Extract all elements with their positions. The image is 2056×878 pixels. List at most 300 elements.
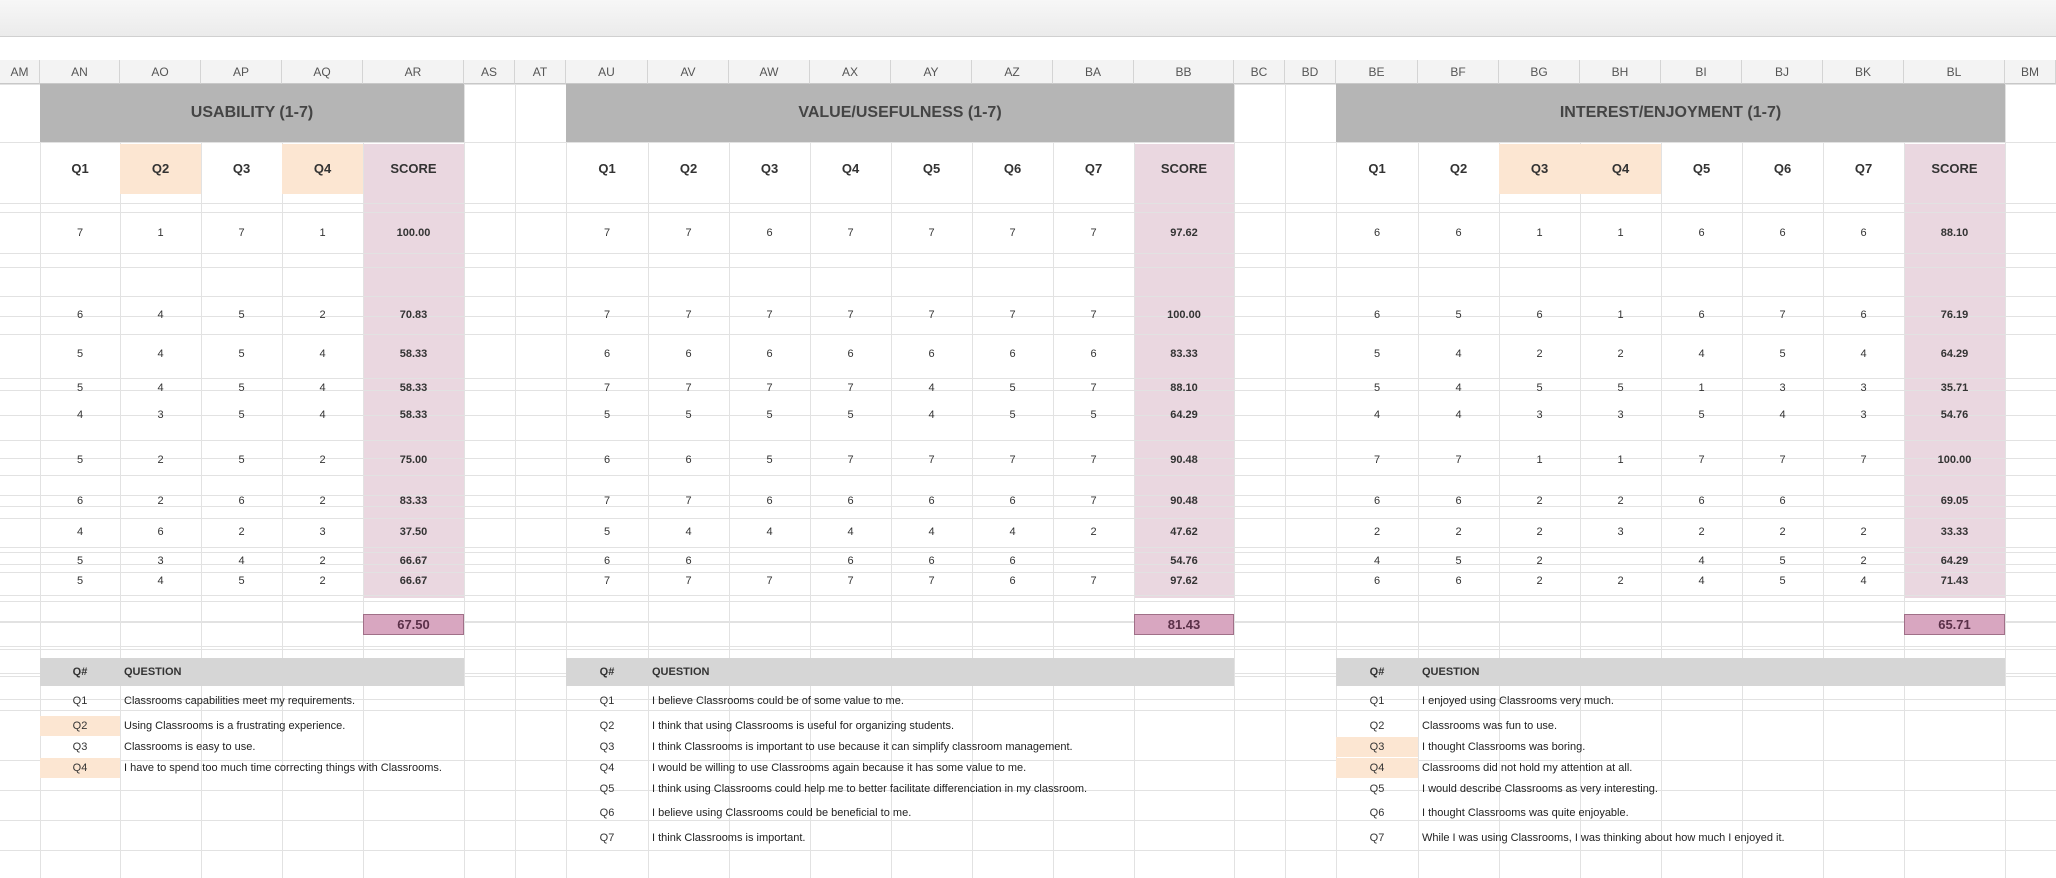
legend-qnum: Q4: [40, 758, 120, 778]
answer-cell[interactable]: 2: [1698, 526, 1705, 538]
grid-hline: [0, 595, 2056, 596]
answer-cell[interactable]: 6: [1698, 227, 1705, 239]
answer-cell[interactable]: 2: [1090, 526, 1097, 538]
section-title-value: VALUE/USEFULNESS (1-7): [566, 84, 1234, 142]
answer-cell[interactable]: 6: [603, 454, 611, 466]
column-header-ay[interactable]: AY: [891, 60, 972, 84]
answer-cell[interactable]: 6: [76, 309, 84, 321]
legend-qnum: Q3: [72, 741, 88, 753]
column-header-ba[interactable]: BA: [1053, 60, 1134, 84]
answer-cell[interactable]: 3: [1617, 409, 1624, 421]
answer-cell[interactable]: 1: [1617, 227, 1624, 239]
answer-cell[interactable]: 7: [685, 309, 692, 321]
answer-cell[interactable]: 6: [847, 555, 854, 567]
score-cell[interactable]: 83.33: [1170, 348, 1198, 360]
answer-cell[interactable]: 6: [928, 555, 935, 567]
answer-cell[interactable]: 4: [847, 526, 854, 538]
score-header-interest: SCORE: [1931, 161, 1978, 176]
answer-cell[interactable]: 5: [1455, 555, 1462, 567]
answer-cell[interactable]: 4: [157, 348, 164, 360]
answer-cell[interactable]: 7: [1455, 454, 1462, 466]
question-header-usability-q3: Q3: [232, 161, 251, 176]
grid-hline: [0, 552, 2056, 553]
answer-cell[interactable]: 7: [1009, 227, 1016, 239]
answer-cell[interactable]: 2: [1617, 495, 1624, 507]
average-score-value[interactable]: 81.43: [1134, 614, 1234, 635]
answer-cell[interactable]: 3: [157, 409, 164, 421]
answer-cell[interactable]: [1823, 494, 1904, 508]
answer-cell[interactable]: 5: [1536, 382, 1543, 394]
answer-cell[interactable]: 4: [1009, 526, 1016, 538]
answer-cell[interactable]: 7: [603, 575, 611, 587]
legend-qnum: Q3: [1336, 737, 1418, 757]
legend-question-text: I believe using Classrooms could be beneficial to me.: [652, 807, 912, 819]
answer-cell[interactable]: 6: [1373, 495, 1381, 507]
answer-cell[interactable]: 5: [1009, 382, 1016, 394]
answer-cell[interactable]: [1053, 554, 1134, 568]
answer-cell[interactable]: 7: [1860, 454, 1867, 466]
answer-cell[interactable]: 7: [1090, 495, 1097, 507]
answer-cell[interactable]: 7: [847, 575, 854, 587]
answer-cell[interactable]: 2: [238, 526, 245, 538]
answer-cell[interactable]: 4: [1698, 575, 1705, 587]
score-cell[interactable]: 64.29: [1170, 409, 1198, 421]
legend-qnum: Q6: [1369, 807, 1385, 819]
answer-cell[interactable]: 7: [603, 495, 611, 507]
answer-cell[interactable]: 4: [76, 526, 84, 538]
score-cell[interactable]: 69.05: [1940, 495, 1969, 507]
column-header-ao[interactable]: AO: [120, 60, 201, 84]
column-header-bb[interactable]: BB: [1134, 60, 1234, 84]
answer-cell[interactable]: 6: [76, 495, 84, 507]
answer-cell[interactable]: 5: [1779, 555, 1786, 567]
answer-cell[interactable]: 5: [238, 454, 245, 466]
answer-cell[interactable]: 7: [766, 575, 773, 587]
answer-cell[interactable]: 5: [238, 409, 245, 421]
score-cell[interactable]: 37.50: [399, 526, 428, 538]
answer-cell[interactable]: 6: [603, 555, 611, 567]
grid-hline: [0, 646, 2056, 647]
grid-hline: [0, 518, 2056, 519]
answer-cell[interactable]: 2: [1455, 526, 1462, 538]
answer-cell[interactable]: 2: [1860, 555, 1867, 567]
answer-cell[interactable]: 4: [1698, 348, 1705, 360]
answer-cell[interactable]: [729, 554, 810, 568]
score-cell[interactable]: 54.76: [1170, 555, 1198, 567]
legend-qnum: Q3: [599, 741, 615, 753]
answer-cell[interactable]: 6: [157, 526, 164, 538]
legend-header-question: QUESTION: [120, 658, 464, 686]
legend-qnum: Q1: [72, 695, 88, 707]
question-header-interest-q7: Q7: [1854, 161, 1873, 176]
score-cell[interactable]: 97.62: [1170, 575, 1198, 587]
legend-header-question: QUESTION: [648, 658, 1234, 686]
answer-cell[interactable]: 4: [685, 526, 692, 538]
score-cell[interactable]: 66.67: [399, 555, 428, 567]
answer-cell[interactable]: 6: [685, 555, 692, 567]
score-cell[interactable]: 100.00: [1167, 309, 1201, 321]
answer-cell[interactable]: 7: [76, 227, 84, 239]
answer-cell[interactable]: 4: [238, 555, 245, 567]
legend-question-text: I believe Classrooms could be of some value to me.: [652, 695, 904, 707]
answer-cell[interactable]: 1: [1617, 454, 1624, 466]
answer-cell[interactable]: 7: [238, 227, 245, 239]
answer-cell[interactable]: 7: [766, 382, 773, 394]
answer-cell[interactable]: 7: [1090, 575, 1097, 587]
grid-hline: [0, 212, 2056, 213]
answer-cell[interactable]: 6: [1009, 575, 1016, 587]
column-header-aq[interactable]: AQ: [282, 60, 363, 84]
answer-cell[interactable]: 7: [685, 575, 692, 587]
column-header-be[interactable]: BE: [1336, 60, 1418, 84]
answer-cell[interactable]: 6: [847, 495, 854, 507]
answer-cell[interactable]: 3: [1536, 409, 1543, 421]
answer-cell[interactable]: 7: [928, 575, 935, 587]
answer-cell[interactable]: 3: [1779, 382, 1786, 394]
score-cell[interactable]: 66.67: [399, 575, 428, 587]
question-header-value-q7: Q7: [1084, 161, 1103, 176]
answer-cell[interactable]: 6: [1009, 555, 1016, 567]
answer-cell[interactable]: 7: [603, 309, 611, 321]
answer-cell[interactable]: 5: [1373, 348, 1381, 360]
answer-cell[interactable]: 6: [766, 348, 773, 360]
answer-cell[interactable]: 5: [1617, 382, 1624, 394]
answer-cell[interactable]: 1: [1536, 454, 1543, 466]
score-cell[interactable]: 35.71: [1940, 382, 1969, 394]
answer-cell[interactable]: 6: [1698, 309, 1705, 321]
answer-cell[interactable]: 6: [766, 495, 773, 507]
answer-cell[interactable]: 5: [1779, 348, 1786, 360]
column-header-az[interactable]: AZ: [972, 60, 1053, 84]
column-header-bg[interactable]: BG: [1499, 60, 1580, 84]
score-cell[interactable]: 100.00: [1937, 454, 1972, 466]
column-header-as[interactable]: AS: [464, 60, 515, 84]
column-header-au[interactable]: AU: [566, 60, 648, 84]
score-cell[interactable]: 58.33: [399, 409, 428, 421]
answer-cell[interactable]: 2: [1536, 555, 1543, 567]
question-header-usability-q2: Q2: [120, 144, 201, 194]
answer-cell[interactable]: 2: [319, 575, 326, 587]
answer-cell[interactable]: 5: [238, 382, 245, 394]
grid-hline: [0, 334, 2056, 335]
grid-hline: [0, 378, 2056, 379]
answer-cell[interactable]: 5: [76, 575, 84, 587]
column-header-ax[interactable]: AX: [810, 60, 891, 84]
answer-cell[interactable]: 4: [928, 526, 935, 538]
score-cell[interactable]: 88.10: [1170, 382, 1198, 394]
answer-cell[interactable]: 5: [238, 309, 245, 321]
answer-cell[interactable]: 4: [1455, 348, 1462, 360]
answer-cell[interactable]: 5: [1698, 409, 1705, 421]
average-score-usability[interactable]: 67.50: [363, 614, 464, 635]
answer-cell[interactable]: 2: [1536, 495, 1543, 507]
answer-cell[interactable]: 7: [1090, 227, 1097, 239]
grid-hline: [0, 850, 2056, 851]
grid-hline: [0, 649, 2056, 650]
answer-cell[interactable]: 5: [603, 526, 611, 538]
answer-cell[interactable]: 2: [1536, 526, 1543, 538]
answer-cell[interactable]: 4: [76, 409, 84, 421]
answer-cell[interactable]: 6: [1373, 309, 1381, 321]
score-cell[interactable]: 33.33: [1940, 526, 1969, 538]
score-cell[interactable]: 97.62: [1170, 227, 1198, 239]
answer-cell[interactable]: 2: [319, 495, 326, 507]
column-header-ap[interactable]: AP: [201, 60, 282, 84]
score-cell[interactable]: 58.33: [399, 382, 428, 394]
column-header-bk[interactable]: BK: [1823, 60, 1904, 84]
legend-qnum: Q7: [599, 832, 615, 844]
answer-cell[interactable]: [1580, 554, 1661, 568]
grid-hline: [0, 203, 2056, 204]
answer-cell[interactable]: 2: [1617, 575, 1624, 587]
question-header-value-q6: Q6: [1003, 161, 1022, 176]
answer-cell[interactable]: 7: [766, 309, 773, 321]
answer-cell[interactable]: 7: [1090, 454, 1097, 466]
answer-cell[interactable]: 2: [1617, 348, 1624, 360]
answer-cell[interactable]: 4: [1779, 409, 1786, 421]
answer-cell[interactable]: 7: [603, 227, 611, 239]
answer-cell[interactable]: 2: [1860, 526, 1867, 538]
answer-cell[interactable]: 4: [1455, 409, 1462, 421]
answer-cell[interactable]: 1: [1698, 382, 1705, 394]
score-cell[interactable]: 64.29: [1940, 555, 1969, 567]
score-cell[interactable]: 90.48: [1170, 454, 1198, 466]
answer-cell[interactable]: 6: [685, 348, 692, 360]
answer-cell[interactable]: 5: [766, 409, 773, 421]
answer-cell[interactable]: 5: [76, 348, 84, 360]
column-header-am[interactable]: AM: [0, 60, 40, 84]
answer-cell[interactable]: 5: [603, 409, 611, 421]
answer-cell[interactable]: 6: [1455, 227, 1462, 239]
answer-cell[interactable]: 4: [1860, 575, 1867, 587]
answer-cell[interactable]: 7: [847, 309, 854, 321]
answer-cell[interactable]: 3: [1860, 382, 1867, 394]
answer-cell[interactable]: 2: [1536, 575, 1543, 587]
answer-cell[interactable]: 1: [319, 227, 326, 239]
answer-cell[interactable]: 7: [1373, 454, 1381, 466]
answer-cell[interactable]: 6: [928, 348, 935, 360]
answer-cell[interactable]: 7: [1779, 454, 1786, 466]
answer-cell[interactable]: 3: [1617, 526, 1624, 538]
column-header-an[interactable]: AN: [40, 60, 120, 84]
answer-cell[interactable]: 7: [928, 309, 935, 321]
answer-cell[interactable]: 5: [238, 348, 245, 360]
answer-cell[interactable]: 1: [1536, 227, 1543, 239]
answer-cell[interactable]: 4: [319, 382, 326, 394]
legend-qnum: Q2: [599, 720, 615, 732]
column-header-bf[interactable]: BF: [1418, 60, 1499, 84]
score-cell[interactable]: 100.00: [396, 227, 431, 239]
legend-qnum: Q5: [1369, 783, 1385, 795]
question-header-usability-q4: Q4: [282, 144, 363, 194]
answer-cell[interactable]: 6: [1698, 495, 1705, 507]
answer-cell[interactable]: 4: [157, 382, 164, 394]
score-cell[interactable]: 83.33: [399, 495, 428, 507]
answer-cell[interactable]: 4: [766, 526, 773, 538]
legend-question-text: I think Classrooms is important to use because it can simplify classroom management.: [652, 741, 1073, 753]
legend-qnum: Q1: [1369, 695, 1385, 707]
legend-qnum: Q4: [1336, 758, 1418, 778]
column-header-ar[interactable]: AR: [363, 60, 464, 84]
grid-hline: [0, 296, 2056, 297]
score-cell[interactable]: 47.62: [1170, 526, 1198, 538]
column-header-bh[interactable]: BH: [1580, 60, 1661, 84]
answer-cell[interactable]: 6: [847, 348, 854, 360]
answer-cell[interactable]: 6: [1373, 227, 1381, 239]
answer-cell[interactable]: 4: [1373, 555, 1381, 567]
score-cell[interactable]: 90.48: [1170, 495, 1198, 507]
answer-cell[interactable]: 6: [238, 495, 245, 507]
score-cell[interactable]: 64.29: [1940, 348, 1969, 360]
legend-question-text: I would describe Classrooms as very interesting.: [1422, 783, 1658, 795]
answer-cell[interactable]: 4: [1455, 382, 1462, 394]
answer-cell[interactable]: 1: [157, 227, 164, 239]
column-header-bm[interactable]: BM: [2005, 60, 2056, 84]
answer-cell[interactable]: 5: [76, 555, 84, 567]
legend-qnum: Q6: [599, 807, 615, 819]
answer-cell[interactable]: 3: [157, 555, 164, 567]
score-cell[interactable]: 75.00: [399, 454, 428, 466]
legend-question-text: I think that using Classrooms is useful for organizing students.: [652, 720, 955, 732]
answer-cell[interactable]: 7: [847, 227, 854, 239]
answer-cell[interactable]: 5: [847, 409, 854, 421]
column-header-bd[interactable]: BD: [1285, 60, 1336, 84]
answer-cell[interactable]: 2: [319, 454, 326, 466]
answer-cell[interactable]: 6: [1455, 575, 1462, 587]
score-cell[interactable]: 88.10: [1940, 227, 1969, 239]
answer-cell[interactable]: 7: [1009, 454, 1016, 466]
legend-question-text: Using Classrooms is a frustrating experience.: [124, 720, 346, 732]
answer-cell[interactable]: 5: [76, 454, 84, 466]
score-header-usability: SCORE: [390, 161, 437, 176]
answer-cell[interactable]: 6: [1860, 309, 1867, 321]
grid-hline: [0, 142, 2056, 143]
column-header-bc[interactable]: BC: [1234, 60, 1285, 84]
column-header-aw[interactable]: AW: [729, 60, 810, 84]
column-header-av[interactable]: AV: [648, 60, 729, 84]
legend-header-qnum: Q#: [566, 658, 648, 686]
answer-cell[interactable]: 5: [76, 382, 84, 394]
grid-hline: [0, 820, 2056, 821]
legend-question-text: While I was using Classrooms, I was thinking about how much I enjoyed it.: [1422, 832, 1785, 844]
answer-cell[interactable]: 5: [1090, 409, 1097, 421]
legend-question-text: I thought Classrooms was quite enjoyable.: [1422, 807, 1629, 819]
answer-cell[interactable]: 6: [1090, 348, 1097, 360]
question-header-value-q4: Q4: [841, 161, 860, 176]
answer-cell[interactable]: 7: [1090, 382, 1097, 394]
answer-cell[interactable]: 4: [319, 348, 326, 360]
answer-cell[interactable]: 2: [1536, 348, 1543, 360]
answer-cell[interactable]: 2: [319, 309, 326, 321]
answer-cell[interactable]: 5: [1779, 575, 1786, 587]
answer-cell[interactable]: 6: [1860, 227, 1867, 239]
answer-cell[interactable]: 6: [1009, 348, 1016, 360]
column-header-bi[interactable]: BI: [1661, 60, 1742, 84]
answer-cell[interactable]: 2: [319, 555, 326, 567]
answer-cell[interactable]: 6: [1009, 495, 1016, 507]
answer-cell[interactable]: 2: [1373, 526, 1381, 538]
answer-cell[interactable]: 7: [685, 382, 692, 394]
grid-hline: [0, 475, 2056, 476]
score-cell[interactable]: 54.76: [1940, 409, 1969, 421]
answer-cell[interactable]: 6: [928, 495, 935, 507]
answer-cell[interactable]: 7: [685, 227, 692, 239]
grid-hline: [0, 601, 2056, 602]
answer-cell[interactable]: 7: [603, 382, 611, 394]
legend-question-text: I enjoyed using Classrooms very much.: [1422, 695, 1614, 707]
answer-cell[interactable]: 6: [1373, 575, 1381, 587]
answer-cell[interactable]: 4: [928, 409, 935, 421]
answer-cell[interactable]: 4: [319, 409, 326, 421]
answer-cell[interactable]: 2: [1779, 526, 1786, 538]
question-header-interest-q1: Q1: [1368, 161, 1386, 176]
question-header-interest-q5: Q5: [1692, 161, 1711, 176]
legend-qnum: Q1: [599, 695, 615, 707]
answer-cell[interactable]: 3: [1860, 409, 1867, 421]
answer-cell[interactable]: 5: [685, 409, 692, 421]
answer-cell[interactable]: 4: [1373, 409, 1381, 421]
legend-question-text: I have to spend too much time correcting things with Classrooms.: [124, 762, 442, 774]
score-cell[interactable]: 71.43: [1940, 575, 1969, 587]
answer-cell[interactable]: 5: [238, 575, 245, 587]
answer-cell[interactable]: 2: [157, 495, 164, 507]
answer-cell[interactable]: 7: [1779, 309, 1786, 321]
column-header-at[interactable]: AT: [515, 60, 566, 84]
answer-cell[interactable]: 7: [847, 382, 854, 394]
grid-hline: [0, 440, 2056, 441]
answer-cell[interactable]: 6: [766, 227, 773, 239]
answer-cell[interactable]: 5: [766, 454, 773, 466]
legend-qnum: Q5: [599, 783, 615, 795]
answer-cell[interactable]: 7: [928, 227, 935, 239]
score-cell[interactable]: 70.83: [399, 309, 428, 321]
answer-cell[interactable]: 4: [928, 382, 935, 394]
answer-cell[interactable]: 4: [1860, 348, 1867, 360]
answer-cell[interactable]: 4: [157, 309, 164, 321]
column-headers: [0, 60, 2056, 84]
answer-cell[interactable]: 7: [1090, 309, 1097, 321]
answer-cell[interactable]: 7: [1698, 454, 1705, 466]
answer-cell[interactable]: 5: [1009, 409, 1016, 421]
answer-cell[interactable]: 6: [1536, 309, 1543, 321]
answer-cell[interactable]: 6: [603, 348, 611, 360]
column-header-bl[interactable]: BL: [1904, 60, 2005, 84]
answer-cell[interactable]: 6: [1455, 495, 1462, 507]
answer-cell[interactable]: 4: [157, 575, 164, 587]
answer-cell[interactable]: 7: [685, 495, 692, 507]
question-header-value-q1: Q1: [598, 161, 616, 176]
score-cell[interactable]: 76.19: [1940, 309, 1969, 321]
answer-cell[interactable]: 7: [847, 454, 854, 466]
answer-cell[interactable]: 2: [157, 454, 164, 466]
answer-cell[interactable]: 5: [1455, 309, 1462, 321]
answer-cell[interactable]: 6: [1779, 227, 1786, 239]
answer-cell[interactable]: 5: [1373, 382, 1381, 394]
grid-hline: [0, 572, 2056, 573]
answer-cell[interactable]: 1: [1617, 309, 1624, 321]
answer-cell[interactable]: 4: [1698, 555, 1705, 567]
answer-cell[interactable]: 6: [1779, 495, 1786, 507]
column-header-bj[interactable]: BJ: [1742, 60, 1823, 84]
score-cell[interactable]: 58.33: [399, 348, 428, 360]
answer-cell[interactable]: 6: [685, 454, 692, 466]
question-header-interest-q3: Q3: [1499, 144, 1580, 194]
average-score-interest[interactable]: 65.71: [1904, 614, 2005, 635]
answer-cell[interactable]: 7: [1009, 309, 1016, 321]
answer-cell[interactable]: 3: [319, 526, 326, 538]
section-title-interest: INTEREST/ENJOYMENT (1-7): [1336, 84, 2005, 142]
answer-cell[interactable]: 7: [928, 454, 935, 466]
